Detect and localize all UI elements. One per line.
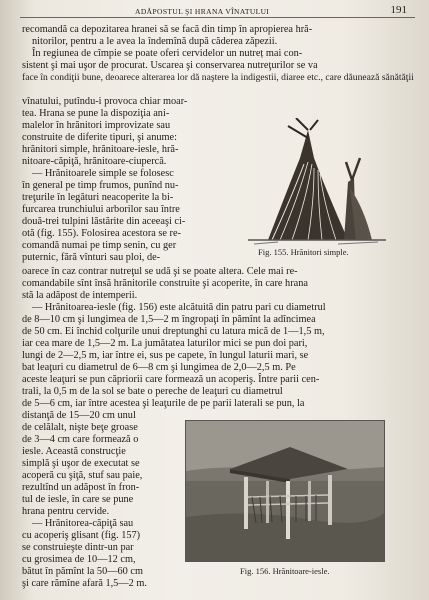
text-line: hrănitori simple, hrănitoare-iesle, hră- <box>22 144 179 155</box>
text-line: — Hrănitoarele simple se folosesc <box>32 168 174 179</box>
text-line: de 50 cm. Ei închid colţurile unui dreptunghi cu latura mică de 1—1,5 m, <box>22 326 325 337</box>
text-line: comandabile sînt însă hrănitorile construite şi acoperite, în care hrana <box>22 278 308 289</box>
figure-155-caption: Fig. 155. Hrănitori simple. <box>258 247 349 257</box>
text-line: face în condiţii bune, deoarece alterarea lor dă naştere la indigestii, diaree etc., care dăunează sănătăţii <box>22 72 414 83</box>
running-header: ADĂPOSTUL ŞI HRANA VÎNATULUI <box>135 7 270 16</box>
text-line: tul de iesle, în care se pune <box>22 494 134 505</box>
text-line: lungi de 2—2,5 m, iar între ei, sus pe capete, în lungul laturii mari, se <box>22 350 309 361</box>
figure-156-caption: Fig. 156. Hrănitoare-iesle. <box>240 566 330 576</box>
header-rule <box>20 17 415 18</box>
text-line: otă (fig. 155). Folosirea acestora se re- <box>22 228 181 239</box>
text-line: recomandă ca depozitarea hranei să se facă din timp în apropierea hră- <box>22 24 313 35</box>
text-line: bătut în pămînt la 50—60 cm <box>22 566 143 577</box>
text-line: — Hrănitoarea-iesle (fig. 156) este alcătuită din patru pari cu diametrul <box>32 302 326 313</box>
text-line: construite de diferite tipuri, şi anume: <box>22 132 177 143</box>
text-line: distanţă de 15—20 cm unul <box>22 410 136 421</box>
text-line: cu acoperiş glisant (fig. 157) <box>22 530 141 541</box>
text-line: furcarea trunchiului arborilor sau între <box>22 204 180 215</box>
text-line: puternic, fără vînturi sau ploi, de- <box>22 252 161 263</box>
text-line: de 5—6 cm, iar între acestea şi leaţurile de pe parii laterali se pun, la <box>22 398 305 409</box>
text-line: nitorilor, pentru a le avea la îndemînă după căderea zăpezii. <box>32 36 278 47</box>
text-line: două-trei tulpini lăstărite din aceeaşi ci- <box>22 216 186 227</box>
text-line: iar cea mare de 1,5—2 m. La jumătatea laturilor mici se pun doi pari, <box>22 338 308 349</box>
text-line: vînatului, putîndu-i provoca chiar moar- <box>22 96 188 107</box>
text-line: — Hrănitorea-căpiţă sau <box>32 518 134 529</box>
text-line: de celălalt, nişte beţe groase <box>22 422 138 433</box>
text-line: de 8—10 cm şi lungimea de 1,5—2 m îngropaţi în pămînt la adîncimea <box>22 314 316 325</box>
text-line: simplă şi uşor de executat se <box>22 458 140 469</box>
figure-156-photo <box>185 420 385 562</box>
text-line: rezultînd un adăpost în fron- <box>22 482 140 493</box>
text-line: tea. Hrana se pune la dispoziţia ani- <box>22 108 170 119</box>
text-line: cu grosimea de 10—12 cm, <box>22 554 136 565</box>
text-line: În regiunea de cîmpie se poate oferi cervidelor un nutreț mai con- <box>32 48 303 59</box>
text-line: comandă numai pe timp senin, cu ger <box>22 240 177 251</box>
text-line: aceste leaţuri se pun căpriorii care formează un acoperiş. Între parii cen- <box>22 374 320 385</box>
text-line: bat leaţuri cu diametrul de 6—8 cm şi lungimea de 2,0—2,5 m. Pe <box>22 362 296 373</box>
text-line: trali, la 0,5 m de la sol se bate o pereche de leaţuri cu diametrul <box>22 386 283 397</box>
text-line: în general pe timp frumos, punînd nu- <box>22 180 179 191</box>
text-line: nitoare-căpiţă, hrănitoare-ciupercă. <box>22 156 167 167</box>
text-line: stă la adăpost de intemperii. <box>22 290 138 301</box>
text-line: şi care rămîne afară 1,5—2 m. <box>22 578 147 589</box>
text-line: malelor în hrănitori improvizate sau <box>22 120 171 131</box>
text-line: treţurile în legături neacoperite la bi- <box>22 192 174 203</box>
page-number: 191 <box>390 4 407 16</box>
text-line: de 3—4 cm care formează o <box>22 434 139 445</box>
text-line: sistent şi mai uşor de procurat. Uscarea şi conservarea nutreţurilor se va <box>22 60 318 71</box>
text-line: se construieşte dintr-un par <box>22 542 134 553</box>
text-line: hrana pentru cervide. <box>22 506 110 517</box>
text-line: acoperă cu şiţă, stuf sau paie, <box>22 470 143 481</box>
figure-155-drawing <box>248 118 386 246</box>
text-line: iesle. Această construcţie <box>22 446 126 457</box>
text-line: oarece în caz contrar nutreţul se udă şi se poate altera. Cele mai re- <box>22 266 298 277</box>
